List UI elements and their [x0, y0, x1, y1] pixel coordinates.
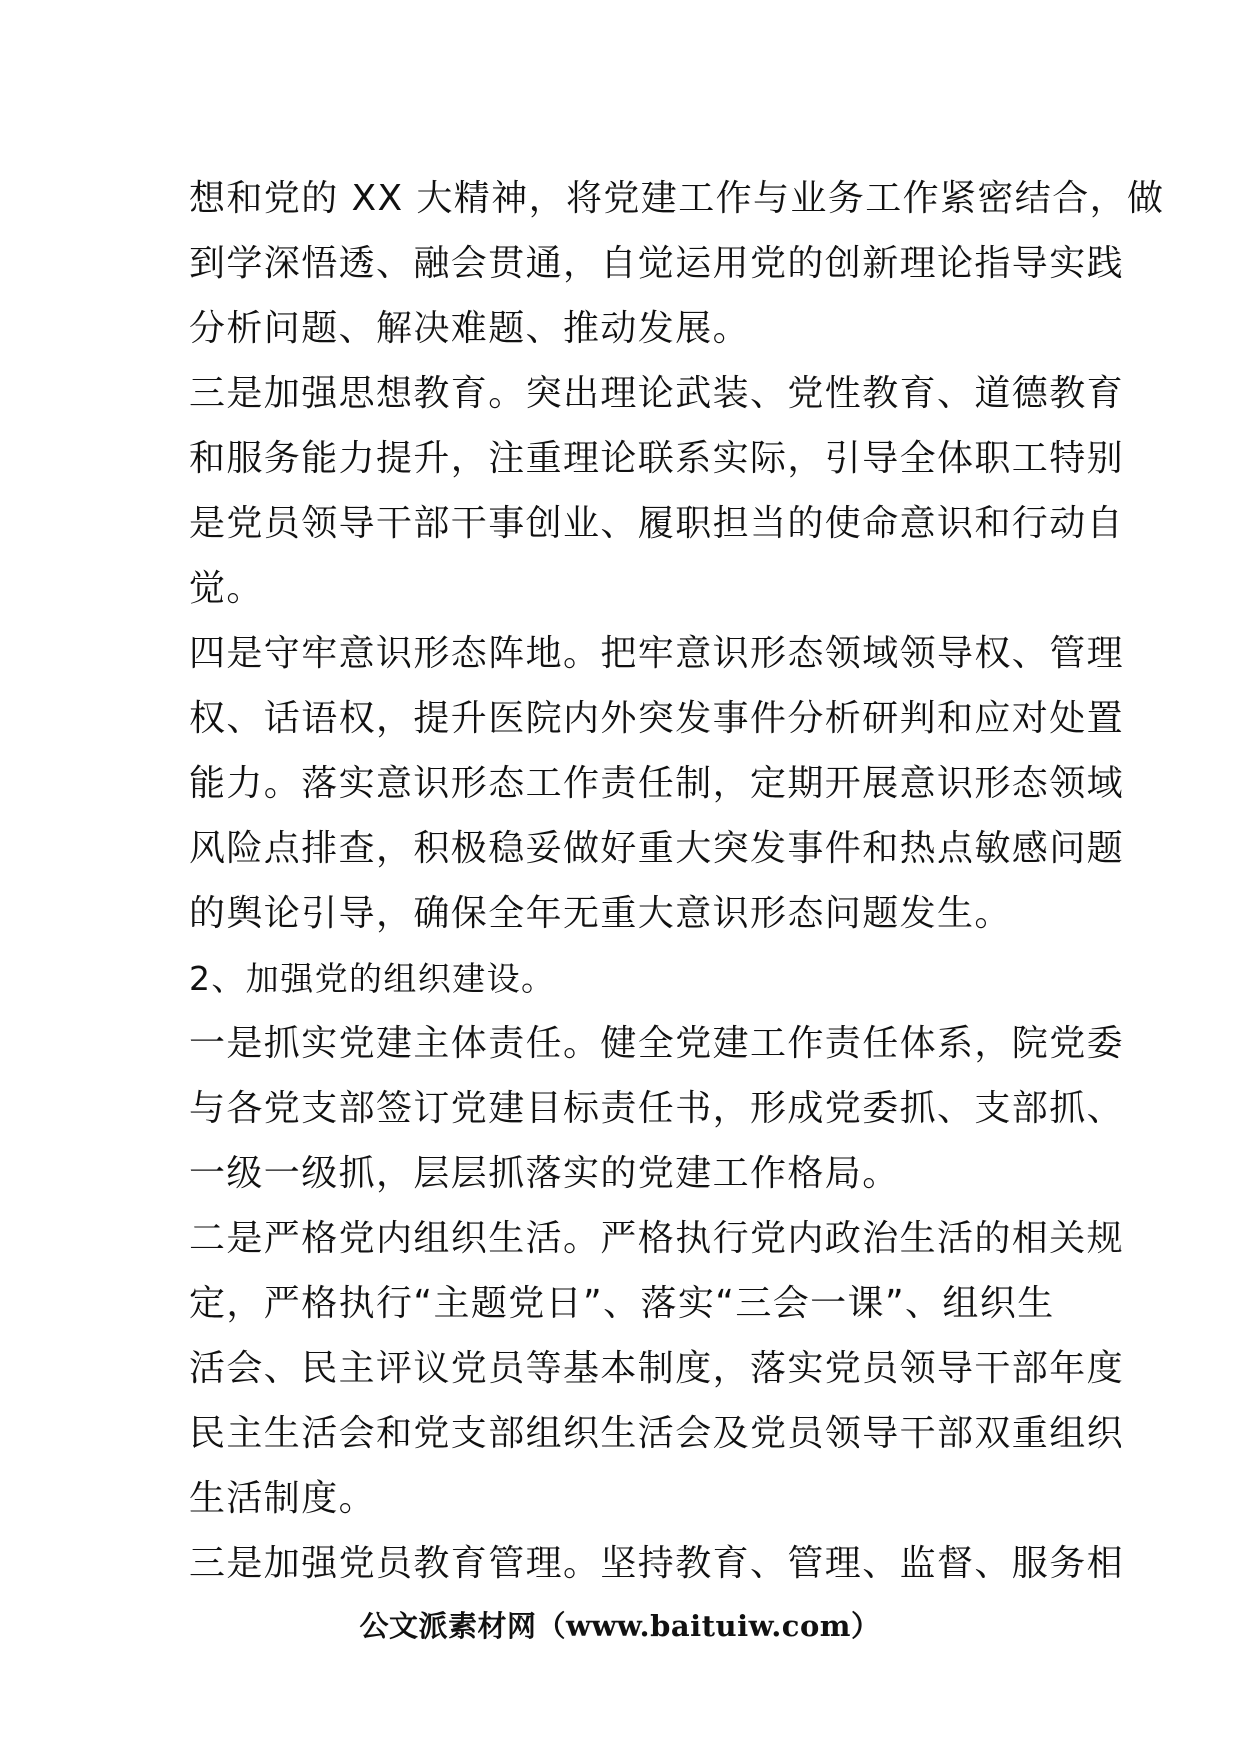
body-line-8: 四是守牢意识形态阵地。把牢意识形态领域领导权、管理	[189, 633, 1125, 674]
body-line-12: 的舆论引导，确保全年无重大意识形态问题发生。	[189, 893, 1012, 934]
body-line-11: 风险点排查，积极稳妥做好重大突发事件和热点敏感问题	[189, 828, 1125, 869]
section-heading: 2、加强党的组织建设。	[189, 959, 556, 998]
body-line-9: 权、话语权，提升医院内外突发事件分析研判和应对处置	[189, 698, 1125, 739]
body-line-2: 到学深悟透、融会贯通，自觉运用党的创新理论指导实践	[189, 243, 1125, 284]
body-line-6: 是党员领导干部干事创业、履职担当的使命意识和行动自	[189, 503, 1125, 544]
body-line-21: 生活制度。	[189, 1478, 377, 1519]
body-line-17: 二是严格党内组织生活。严格执行党内政治生活的相关规	[189, 1218, 1125, 1259]
body-line-4: 三是加强思想教育。突出理论武装、党性教育、道德教育	[189, 373, 1125, 414]
body-line-16: 一级一级抓，层层抓落实的党建工作格局。	[189, 1153, 900, 1194]
body-line-20: 民主生活会和党支部组织生活会及党员领导干部双重组织	[189, 1413, 1125, 1454]
body-line-7: 觉。	[189, 568, 264, 609]
page-footer: 公文派素材网（www.baituiw.com）	[359, 1609, 881, 1643]
body-line-18: 定，严格执行“主题党日”、落实“三会一课”、组织生	[189, 1283, 1055, 1324]
body-line-5: 和服务能力提升，注重理论联系实际，引导全体职工特别	[189, 438, 1125, 479]
body-line-15: 与各党支部签订党建目标责任书，形成党委抓、支部抓、	[189, 1088, 1125, 1129]
body-line-14: 一是抓实党建主体责任。健全党建工作责任体系，院党委	[189, 1023, 1125, 1064]
body-line-3: 分析问题、解决难题、推动发展。	[189, 308, 751, 349]
body-line-22: 三是加强党员教育管理。坚持教育、管理、监督、服务相	[189, 1543, 1125, 1584]
body-line-10: 能力。落实意识形态工作责任制，定期开展意识形态领域	[189, 763, 1125, 804]
document-body	[189, 166, 1165, 1596]
body-line-19: 活会、民主评议党员等基本制度，落实党员领导干部年度	[189, 1348, 1125, 1389]
body-line-1: 想和党的 XX 大精神，将党建工作与业务工作紧密结合，做	[189, 178, 1165, 219]
